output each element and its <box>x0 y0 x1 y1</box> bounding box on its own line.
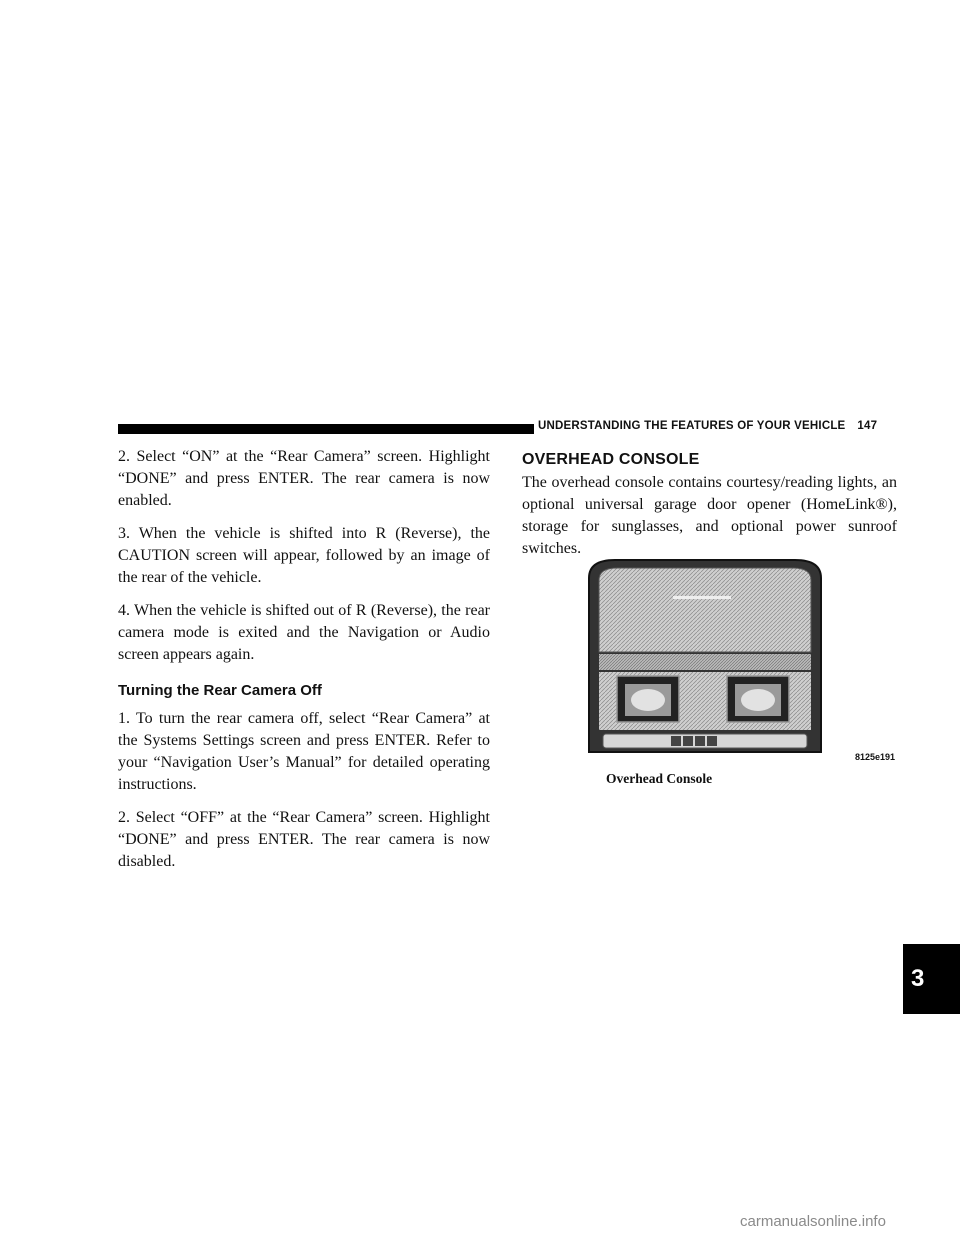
running-header <box>538 420 877 432</box>
chapter-tab: 3 <box>903 944 960 1014</box>
overhead-console-illustration <box>585 556 825 756</box>
header-rule <box>118 424 524 434</box>
left-column <box>118 446 490 884</box>
paragraph: 3. When the vehicle is shifted into R (Reverse), the CAUTION screen will appear, followed by an image of the rear of the vehicle. <box>118 525 490 586</box>
right-column <box>522 451 897 571</box>
section-heading: OVERHEAD CONSOLE <box>522 451 700 468</box>
header-title: UNDERSTANDING THE FEATURES OF YOUR VEHICLE <box>538 420 846 432</box>
watermark: carmanualsonline.info <box>740 1213 886 1230</box>
figure-caption: Overhead Console <box>606 771 713 786</box>
paragraph: 1. To turn the rear camera off, select “Rear Camera” at the Systems Settings screen and press ENTER. Refer to your “Navigation User’s Manual” for detailed operating instructions. <box>118 710 490 793</box>
paragraph: 4. When the vehicle is shifted out of R (Reverse), the rear camera mode is exited and the Navigation or Audio screen appears again. <box>118 602 490 663</box>
section-subheading: Turning the Rear Camera Off <box>118 682 322 699</box>
figure-id: 8125e191 <box>855 752 896 762</box>
page-number: 147 <box>857 420 878 432</box>
header-rule-end <box>524 424 534 434</box>
paragraph: 2. Select “OFF” at the “Rear Camera” screen. Highlight “DONE” and press ENTER. The rear camera is now disabled. <box>118 809 490 870</box>
paragraph: The overhead console contains courtesy/reading lights, an optional universal garage door opener (HomeLink®), storage for sunglasses, and optional power sunroof switches. <box>522 474 897 557</box>
paragraph: 2. Select “ON” at the “Rear Camera” screen. Highlight “DONE” and press ENTER. The rear camera is now enabled. <box>118 448 490 509</box>
